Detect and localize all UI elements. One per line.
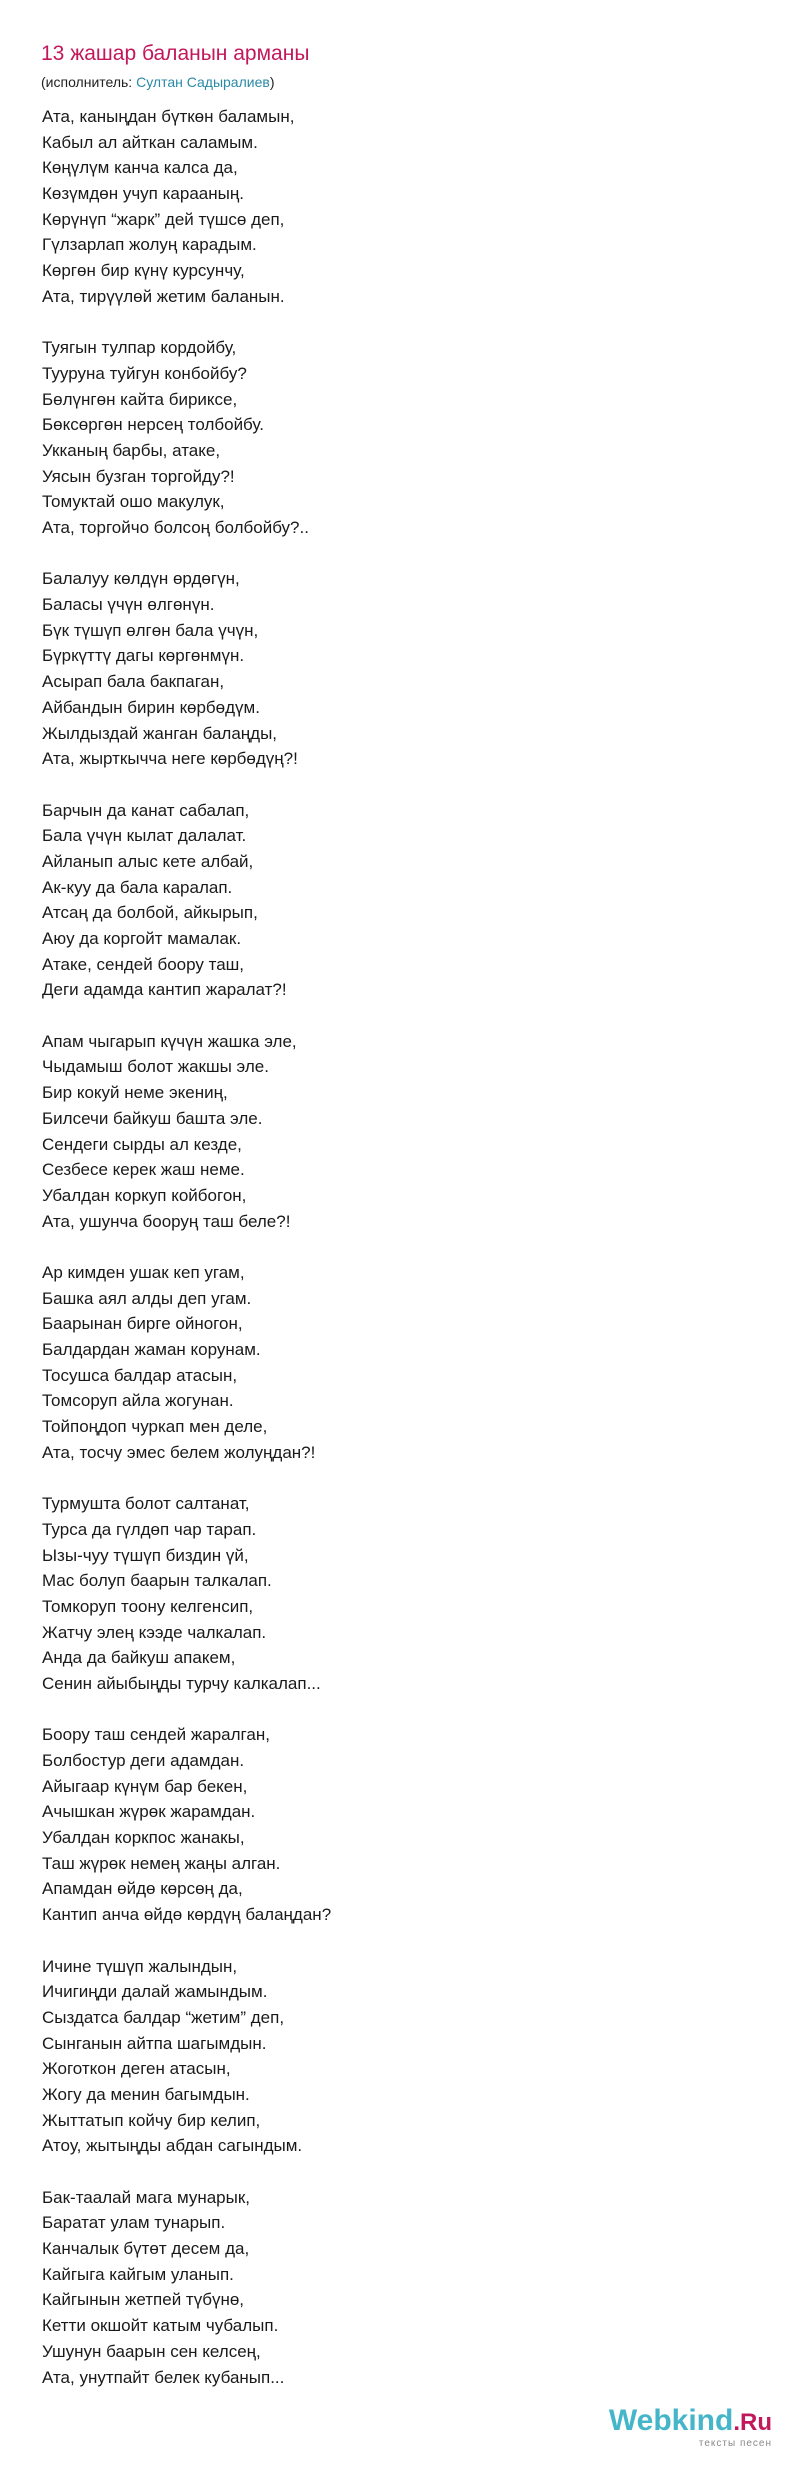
lyrics-line: Башка аял алды деп угам. bbox=[42, 1288, 252, 1308]
lyrics-line: Ата, тосчу эмес белем жолуңдан?! bbox=[42, 1442, 316, 1462]
lyrics-line: Көргөн бир күнү курсунчу, bbox=[42, 261, 245, 281]
lyrics-line: Ата, ушунча бооруң таш беле?! bbox=[42, 1211, 291, 1231]
lyrics-line: Бир кокуй неме экениң, bbox=[42, 1083, 228, 1103]
site-logo[interactable] bbox=[609, 2404, 772, 2449]
lyrics-stanza bbox=[42, 104, 762, 310]
lyrics-line: Тойпоңдоп чуркап мен деле, bbox=[42, 1417, 268, 1437]
lyrics-line: Көрүнүп “жарк” дей түшсө деп, bbox=[42, 209, 285, 229]
song-meta bbox=[41, 72, 309, 92]
lyrics-line: Ар кимден ушак кеп угам, bbox=[42, 1262, 245, 1282]
lyrics-line: Атоу, жытыңды абдан сагындым. bbox=[42, 2136, 303, 2156]
meta-suffix: ) bbox=[269, 74, 275, 90]
lyrics-line: Туягын тулпар кордойбу, bbox=[42, 338, 237, 358]
lyrics-line: Тосушса балдар атасын, bbox=[42, 1365, 238, 1385]
logo-tagline: тексты песен bbox=[698, 2438, 772, 2449]
lyrics-line: Анда да байкуш апакем, bbox=[42, 1648, 236, 1668]
lyrics-line: Убалдан коркпос жанакы, bbox=[42, 1828, 245, 1848]
lyrics-line: Бак-таалай мага мунарык, bbox=[42, 2187, 251, 2207]
lyrics-line: Ак-куу да бала каралап. bbox=[42, 877, 233, 897]
lyrics-line: Көзүмдөн учуп карааның. bbox=[42, 184, 244, 204]
lyrics-stanza bbox=[42, 1029, 762, 1235]
meta-prefix: (исполнитель: bbox=[41, 74, 137, 90]
lyrics-line: Бөлүнгөн кайта бириксе, bbox=[42, 389, 238, 409]
lyrics-line: Болбостур деги адамдан. bbox=[42, 1751, 245, 1770]
lyrics-line: Ичигиңди далай жамындым. bbox=[42, 1982, 268, 2002]
lyrics-line: Бүк түшүп өлгөн бала үчүн, bbox=[42, 620, 259, 640]
lyrics-line: Балдардан жаман корунам. bbox=[42, 1340, 261, 1359]
lyrics-line: Ушунун баарын сен келсең, bbox=[42, 2341, 261, 2361]
lyrics-line: Бaратат улам тунарып. bbox=[42, 2213, 226, 2233]
lyrics-line: Ата, жырткычча неге көрбөдүң?! bbox=[42, 749, 298, 769]
logo-brand: Webkind bbox=[608, 2404, 734, 2437]
lyrics-line: Апамдан өйдө көрсөң да, bbox=[42, 1879, 243, 1899]
lyrics-line: Аюу да коргойт мамалак. bbox=[42, 929, 242, 948]
lyrics-stanza bbox=[42, 1722, 762, 1928]
lyrics-line: Асырап бала бакпаган, bbox=[42, 672, 225, 692]
lyrics-line: Ата, торгойчо болсоң болбойбу?.. bbox=[42, 518, 309, 537]
lyrics-line: Деги адамда кантип жаралат?! bbox=[42, 980, 287, 1000]
lyrics-stanza bbox=[42, 1491, 762, 1697]
lyrics-line: Томкоруп тоону келгенсип, bbox=[42, 1596, 254, 1616]
lyrics-line: Мас болуп баарын талкалап. bbox=[42, 1571, 272, 1591]
lyrics-line: Турса да гүлдөп чар тарап. bbox=[42, 1519, 257, 1539]
lyrics-line: Жогу да менин багымдын. bbox=[42, 2084, 250, 2104]
lyrics-line: Атсаң да болбой, айкырып, bbox=[42, 903, 258, 923]
lyrics-stanza bbox=[42, 798, 762, 1004]
lyrics-line: Айбандын бирин көрбөдүм. bbox=[42, 697, 260, 717]
song-title: 13 жашар баланын арманы bbox=[41, 42, 310, 65]
lyrics-line: Чыдамыш болот жакшы эле. bbox=[42, 1057, 269, 1077]
lyrics-line: Баласы үчүн өлгөнүн. bbox=[42, 595, 215, 615]
lyrics-line: Гүлзарлап жолуң карадым. bbox=[42, 235, 257, 255]
lyrics-line: Жатчу элең кээде чалкалап. bbox=[42, 1622, 267, 1642]
lyrics-line: Ата, тирүүлөй жетим баланын. bbox=[42, 286, 285, 306]
lyrics-line: Томсоруп айла жогунан. bbox=[42, 1391, 234, 1411]
artist-link[interactable]: Султан Садыралиев bbox=[136, 74, 270, 90]
lyrics-line: Сендеги сырды ал кезде, bbox=[42, 1134, 242, 1154]
lyrics-line: Кабыл ал айткан саламым. bbox=[42, 132, 258, 152]
lyrics-line: Ичине түшүп жалындын, bbox=[42, 1956, 238, 1976]
lyrics-line: Ачышкан жүрөк жарамдан. bbox=[42, 1802, 256, 1822]
lyrics-line: Жылдыздай жанган балаңды, bbox=[42, 723, 278, 743]
lyrics-line: Жыттатып койчу бир келип, bbox=[42, 2110, 261, 2130]
lyrics-line: Канчалык бүтөт десем да, bbox=[42, 2239, 250, 2259]
lyrics-line: Бүркүттү дагы көргөнмүн. bbox=[42, 646, 245, 666]
lyrics-line: Убалдан коркуп койбогон, bbox=[42, 1185, 247, 1205]
lyrics-line: Баарынан бирге ойногон, bbox=[42, 1314, 243, 1334]
lyrics-line: Ата, каныңдан бүткөн баламын, bbox=[42, 107, 295, 126]
lyrics-line: Укканың барбы, атаке, bbox=[42, 440, 221, 460]
lyrics-line: Ызы-чуу түшүп биздин үй, bbox=[42, 1545, 249, 1565]
lyrics-line: Апам чыгарып күчүн жашка эле, bbox=[42, 1031, 297, 1051]
song-header bbox=[41, 40, 309, 92]
lyrics-stanza bbox=[42, 1954, 762, 2160]
lyrics-line: Кетти окшойт катым чубалып. bbox=[42, 2316, 279, 2336]
lyrics-line: Сезбесе керек жаш неме. bbox=[42, 1160, 245, 1180]
lyrics-line: Билсечи байкуш башта эле. bbox=[42, 1108, 263, 1128]
lyrics-line: Уясын бузган торгойду?! bbox=[42, 466, 235, 486]
lyrics-line: Тууруна туйгун конбойбу? bbox=[42, 363, 247, 383]
lyrics-line: Сыздатса балдар “жетим” деп, bbox=[42, 2007, 285, 2027]
lyrics-line: Кайгыга кайгым уланып. bbox=[42, 2264, 234, 2284]
lyrics-line: Ата, унутпайт белек кубанып... bbox=[42, 2367, 285, 2387]
lyrics-line: Айыгаар күнүм бар бекен, bbox=[42, 1776, 248, 1796]
lyrics-line: Сынганын айтпа шагымдын. bbox=[42, 2033, 267, 2053]
lyrics-line: Таш жүрөк немең жаңы алган. bbox=[42, 1853, 281, 1873]
lyrics-stanza bbox=[42, 1260, 762, 1466]
lyrics-stanza bbox=[42, 335, 762, 541]
lyrics-line: Айланып алыс кете албай, bbox=[42, 851, 254, 871]
lyrics-line: Боору таш сендей жаралган, bbox=[42, 1725, 270, 1745]
lyrics-line: Сенин айыбыңды турчу калкалап... bbox=[42, 1673, 321, 1693]
lyrics-line: Атаке, сендей боору таш, bbox=[42, 954, 245, 974]
logo-wordmark bbox=[609, 2404, 772, 2440]
lyrics-line: Барчын да канат сабалап, bbox=[42, 800, 250, 820]
lyrics-stanza bbox=[42, 2185, 762, 2391]
lyrics-line: Бала үчүн кылат далалат. bbox=[42, 826, 247, 846]
lyrics-body bbox=[42, 104, 762, 2416]
lyrics-stanza bbox=[42, 566, 762, 772]
lyrics-line: Көңүлүм канча калса да, bbox=[42, 158, 238, 178]
lyrics-line: Турмушта болот салтанат, bbox=[42, 1494, 250, 1514]
lyrics-line: Балалуу көлдүн өрдөгүн, bbox=[42, 569, 240, 589]
lyrics-line: Томуктай ошо макулук, bbox=[42, 492, 225, 512]
lyrics-line: Бөксөргөн нерсең толбойбу. bbox=[42, 415, 264, 435]
logo-tld: .Ru bbox=[733, 2409, 772, 2436]
lyrics-line: Кантип анча өйдө көрдүң балаңдан? bbox=[42, 1905, 332, 1925]
lyrics-line: Жоготкон деген атасын, bbox=[42, 2059, 231, 2079]
lyrics-line: Кайгынын жетпей түбүнө, bbox=[42, 2290, 245, 2310]
